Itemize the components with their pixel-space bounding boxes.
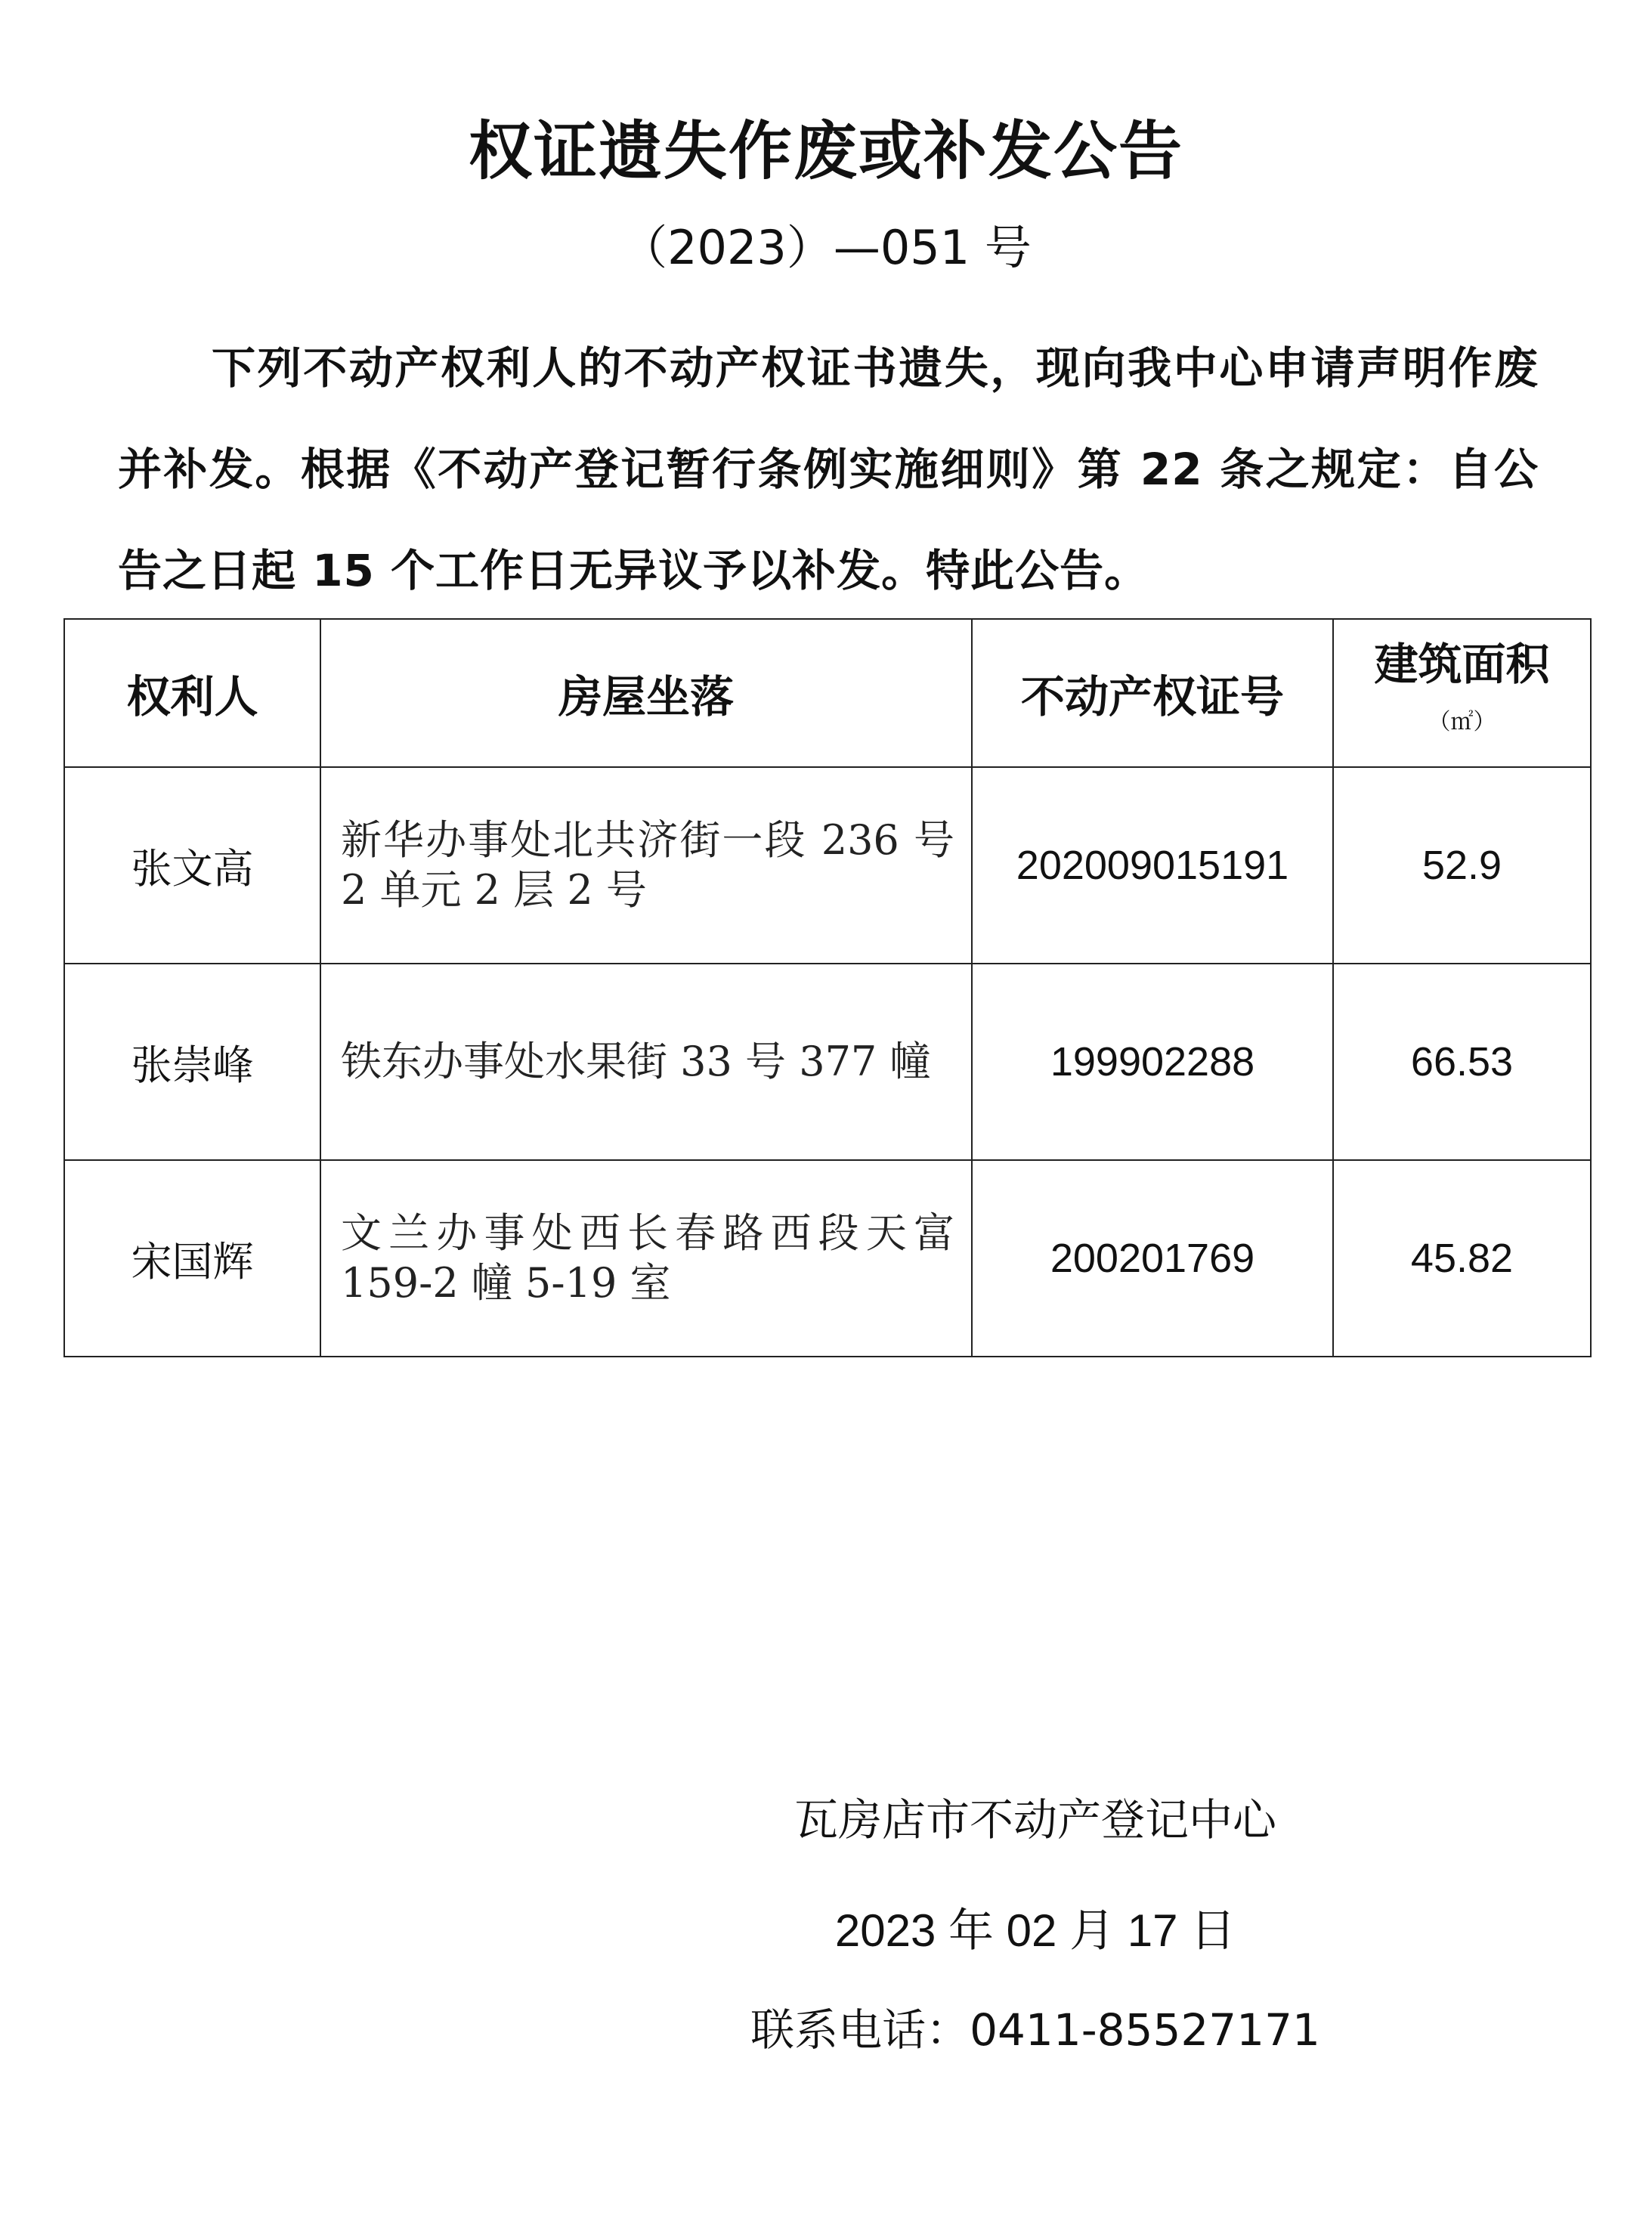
table-row: [64, 964, 1591, 1160]
header-cert: 不动产权证号: [972, 619, 1333, 767]
issuer-name: 瓦房店市不动产登记中心: [794, 1794, 1276, 1846]
table-row: [64, 767, 1591, 964]
header-location: 房屋坐落: [320, 619, 972, 767]
owner-cell: 宋国辉: [64, 1160, 320, 1357]
location-cell: 文兰办事处西长春路西段天富 159-2 幢 5-19 室: [320, 1160, 972, 1357]
header-area: [1333, 619, 1591, 767]
cert-cell: 202009015191: [972, 767, 1333, 964]
header-area-unit: （㎡）: [1428, 709, 1496, 735]
header-area-label: 建筑面积: [1374, 639, 1550, 690]
owner-cell: 张文高: [64, 767, 320, 964]
location-cell: 铁东办事处水果街 33 号 377 幢: [320, 964, 972, 1160]
table-row: [64, 1160, 1591, 1357]
issue-date: 2023 年 02 月 17 日: [834, 1905, 1236, 1956]
cert-cell: 200201769: [972, 1160, 1333, 1357]
area-cell: 66.53: [1333, 964, 1591, 1160]
registry-table: [63, 618, 1592, 1357]
contact-phone: 联系电话：0411-85527171: [750, 2004, 1320, 2056]
cert-cell: 199902288: [972, 964, 1333, 1160]
notice-title: 权证遗失作废或补发公告: [468, 114, 1183, 188]
area-cell: 52.9: [1333, 767, 1591, 964]
location-cell: 新华办事处北共济街一段 236 号 2 单元 2 层 2 号: [320, 767, 972, 964]
table-header-row: [64, 619, 1591, 767]
header-owner: 权利人: [64, 619, 320, 767]
owner-cell: 张崇峰: [64, 964, 320, 1160]
notice-number: （2023）—051 号: [620, 220, 1032, 275]
area-cell: 45.82: [1333, 1160, 1591, 1357]
notice-intro: 下列不动产权利人的不动产权证书遗失，现向我中心申请声明作废并补发。根据《不动产登记暂行条例实施细则》第 22 条之规定：自公告之日起 15 个工作日无异议予以补发。特此公告。: [118, 342, 1539, 596]
